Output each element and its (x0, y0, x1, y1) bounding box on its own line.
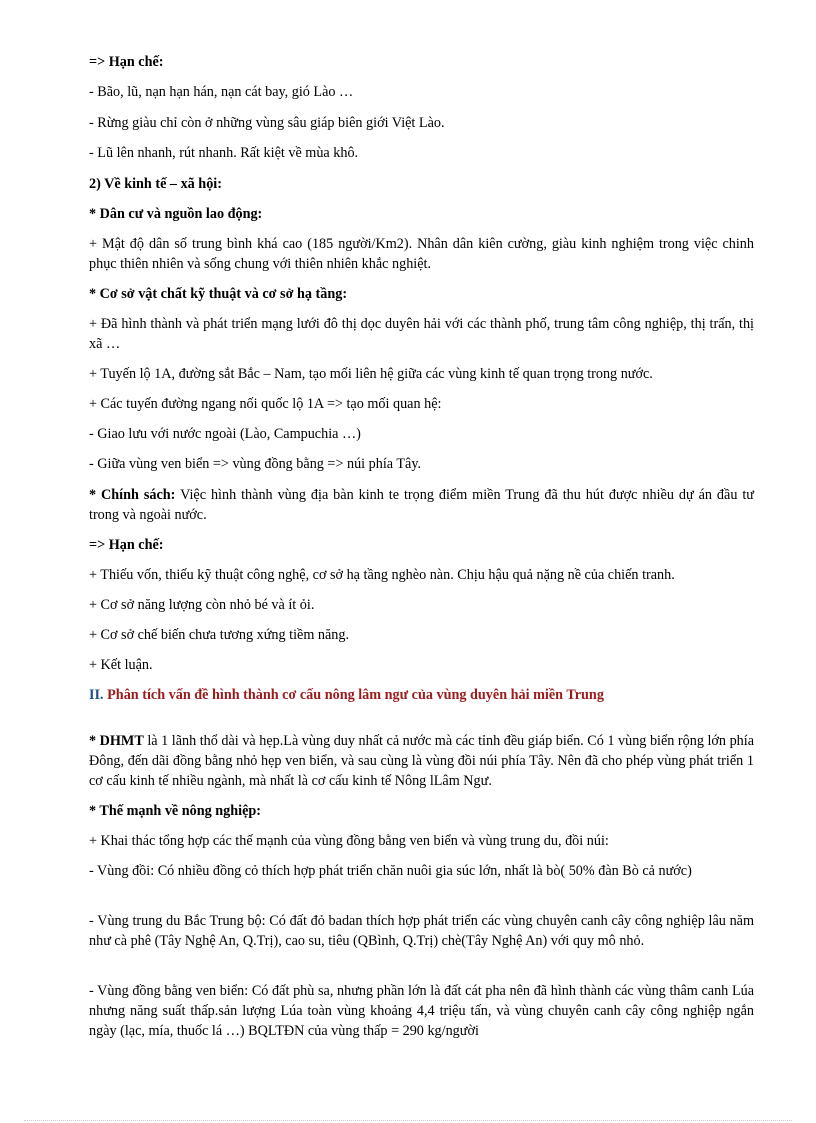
paragraph-exploitation: + Khai thác tổng hợp các thế mạnh của vùng đồng bằng ven biển và vùng trung du, đồi núi: (89, 833, 609, 849)
bullet-coastal-link: - Giữa vùng ven biển => vùng đồng bằng => núi phía Tây. (89, 456, 422, 472)
section-heading-socioeconomic: 2) Về kinh tế – xã hội: (89, 176, 222, 192)
paragraph-population-density: + Mật độ dân số trung bình khá cao (185 người/Km2). Nhân dân kiên cường, giàu kinh nghiệm trong việc chinh phục thiên nhiên và sống chung với thiên nhiên khắc nghiệt. (89, 236, 754, 272)
limitation-heading: => Hạn chế: (89, 54, 164, 70)
paragraph-policy (89, 485, 754, 525)
section-number: II. (89, 687, 104, 703)
paragraph-urban-network: + Đã hình thành và phát triển mạng lưới đô thị dọc duyên hải với các thành phố, trung tâm công nghiệp, thị trấn, thị xã … (89, 316, 754, 352)
subheading-agriculture: * Thế mạnh về nông nghiệp: (89, 803, 262, 819)
dhmt-label: * DHMT (89, 733, 144, 749)
paragraph-cross-roads: + Các tuyến đường ngang nối quốc lộ 1A => tạo mối quan hệ: (89, 396, 442, 412)
paragraph-route-1a: + Tuyến lộ 1A, đường sắt Bắc – Nam, tạo mối liên hệ giữa các vùng kinh tế quan trọng trong nước. (89, 366, 653, 382)
section-heading-ii (89, 685, 754, 705)
bullet-midlands: - Vùng trung du Bắc Trung bộ: Có đất đỏ badan thích hợp phát triển các vùng chuyên canh cây công nghiệp lâu năm như cà phê (Tây Nghệ An, Q.Trị), cao su, tiêu (QBình, Q.Trị) chè(Tây Nghệ An) với quy mô nhỏ. (89, 913, 754, 949)
bullet-hills: - Vùng đồi: Có nhiều đồng cỏ thích hợp phát triển chăn nuôi gia súc lớn, nhất là bò( 50% đàn Bò cả nước) (89, 863, 692, 879)
dhmt-text: là 1 lãnh thổ dài và hẹp.Là vùng duy nhất cả nước mà các tỉnh đều giáp biển. Có 1 vùng biển rộng lớn phía Đông, đến dãi đồng bằng nhỏ hẹp ven biển, và sau cùng là vùng đồi núi phía Tây. Nên đã cho phép vùng phát triển 1 cơ cấu kinh tế nhiều ngành, mà nhất là cơ cấu kinh tế Nông lLâm Ngư. (89, 733, 754, 789)
paragraph-dhmt (89, 731, 754, 791)
policy-label: * Chính sách: (89, 487, 176, 503)
bullet-processing: + Cơ sở chế biến chưa tương xứng tiềm năng. (89, 627, 350, 643)
bullet-natural-disasters: - Bão, lũ, nạn hạn hán, nạn cát bay, gió Lào … (89, 84, 354, 100)
subheading-infrastructure: * Cơ sở vật chất kỹ thuật và cơ sở hạ tầng: (89, 286, 348, 302)
bullet-conclusion: + Kết luận. (89, 657, 153, 673)
policy-text: Việc hình thành vùng địa bàn kinh te trọng điểm miền Trung đã thu hút được nhiều dự án đầu tư trong và ngoài nước. (89, 487, 754, 523)
page-bottom-divider (24, 1120, 792, 1121)
bullet-floods: - Lũ lên nhanh, rút nhanh. Rất kiệt về mùa khô. (89, 145, 359, 161)
section-title: Phân tích vấn đề hình thành cơ cấu nông lâm ngư của vùng duyên hải miền Trung (103, 687, 604, 703)
bullet-foreign-exchange: - Giao lưu với nước ngoài (Lào, Campuchia …) (89, 426, 361, 442)
bullet-capital-shortage: + Thiếu vốn, thiếu kỹ thuật công nghệ, cơ sở hạ tầng nghèo nàn. Chịu hậu quả nặng nề của chiến tranh. (89, 567, 675, 583)
limitation-heading-2: => Hạn chế: (89, 537, 164, 553)
bullet-coastal-plains: - Vùng đồng bằng ven biển: Có đất phù sa, nhưng phần lớn là đất cát pha nên đã hình thành các vùng thâm canh Lúa nhưng năng suất thấp.sản lượng Lúa toàn vùng khoảng 4,4 triệu tấn, và vùng chuyên canh cây công nghiệp ngắn ngày (lạc, mía, thuốc lá …) BQLTĐN của vùng thấp = 290 kg/người (89, 983, 754, 1039)
subheading-population: * Dân cư và nguồn lao động: (89, 206, 263, 222)
bullet-energy: + Cơ sở năng lượng còn nhỏ bé và ít ỏi. (89, 597, 315, 613)
bullet-forest: - Rừng giàu chỉ còn ở những vùng sâu giáp biên giới Việt Lào. (89, 115, 445, 131)
